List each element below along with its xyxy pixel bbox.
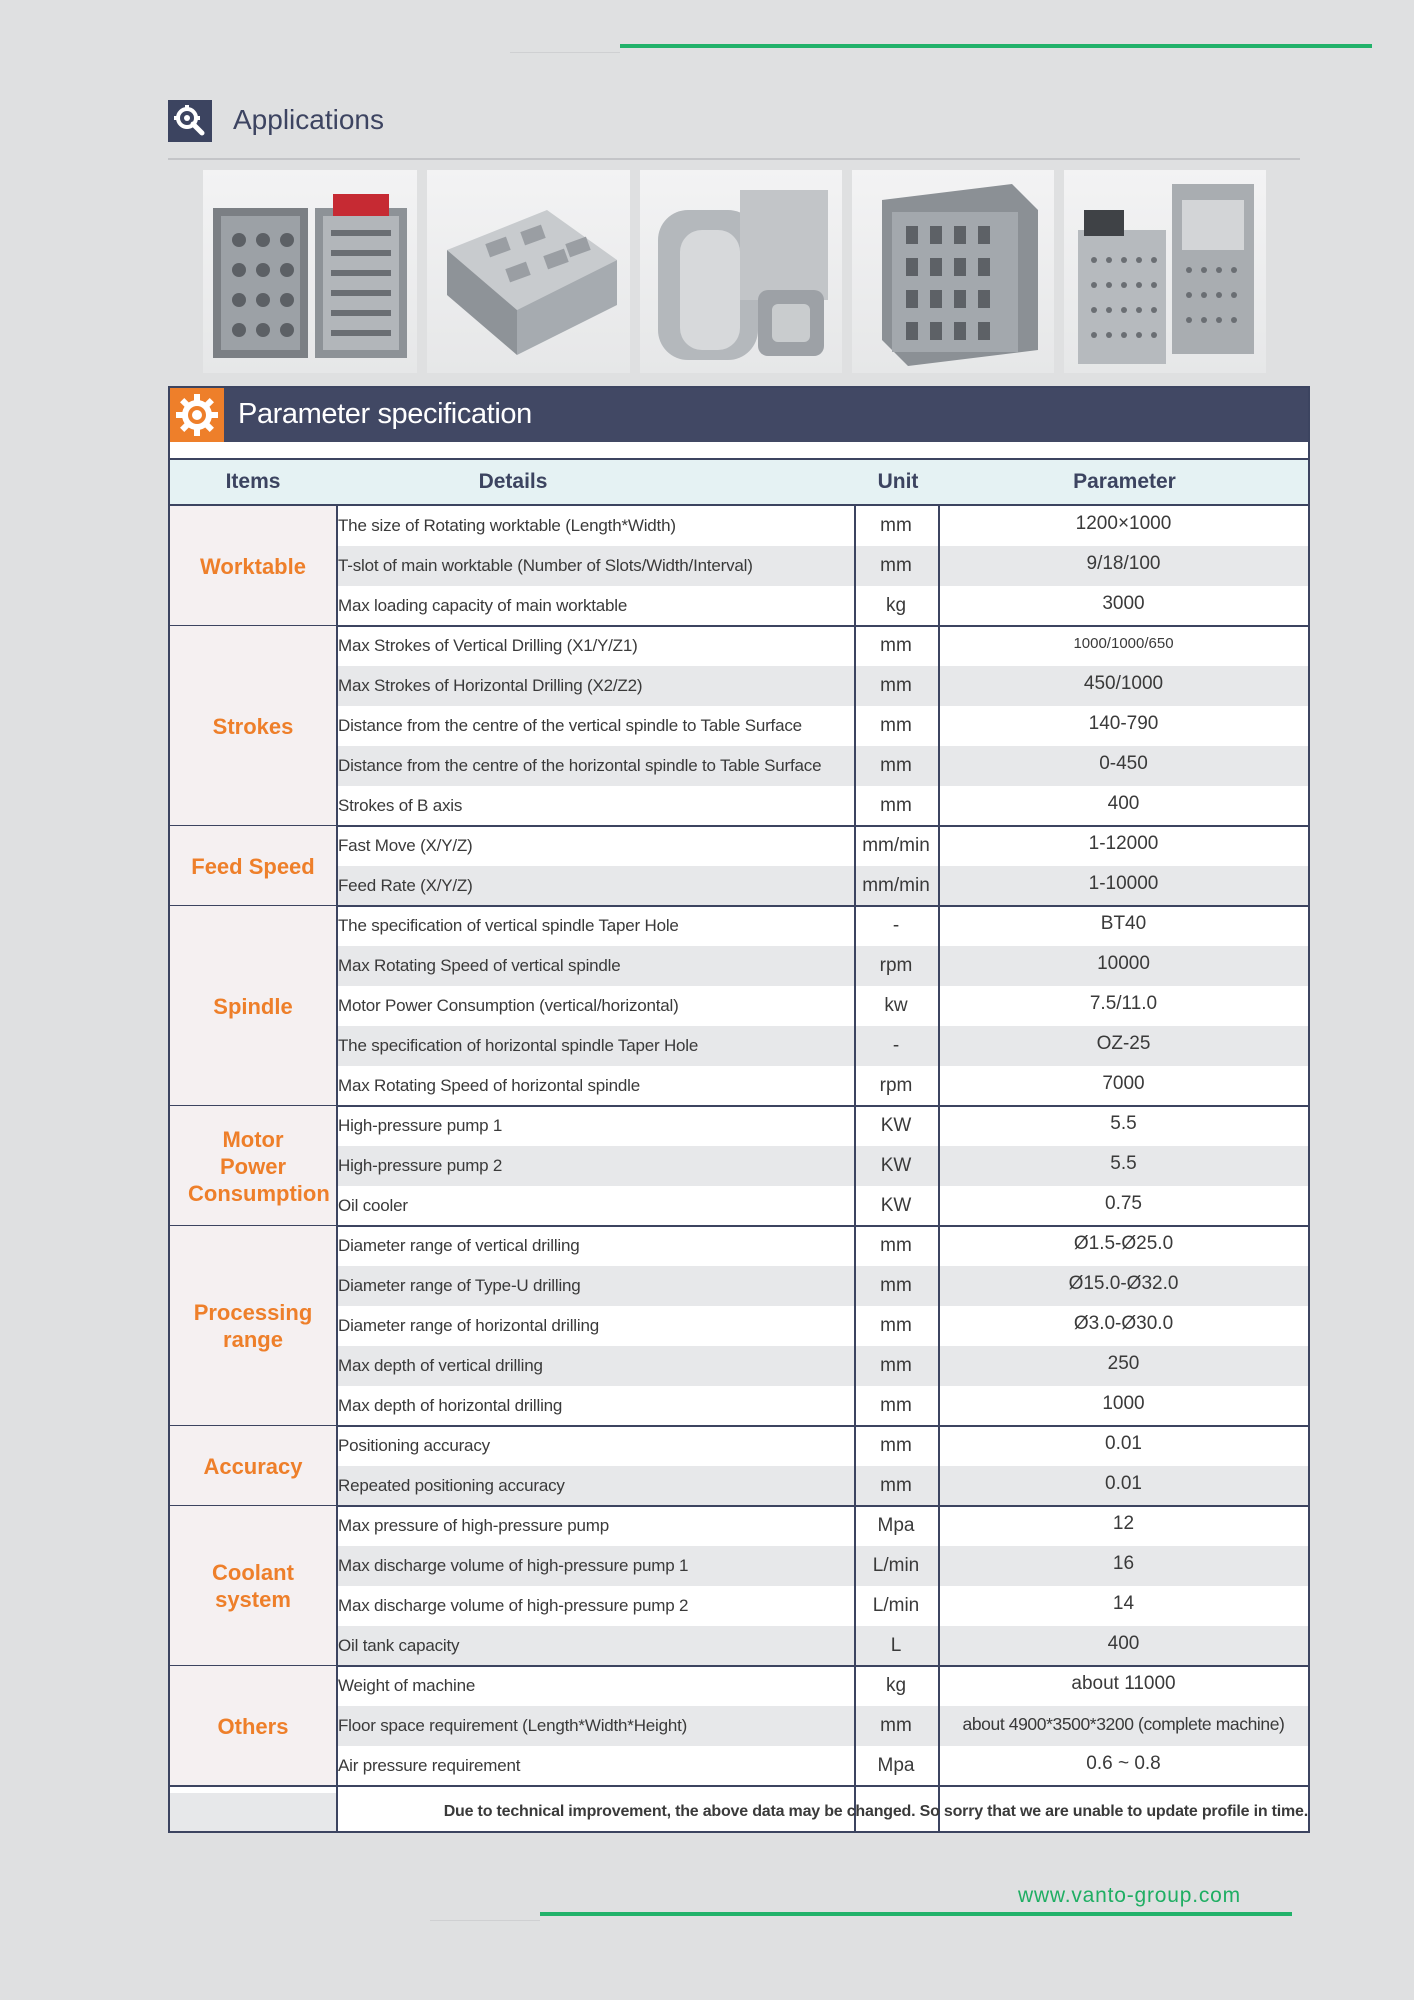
gear-icon bbox=[170, 388, 224, 442]
group-cell bbox=[170, 506, 336, 626]
parameter-cell: 400 bbox=[1107, 1633, 1140, 1654]
parameter-cell: 5.5 bbox=[1110, 1113, 1137, 1134]
unit-cell: kg bbox=[885, 1675, 907, 1696]
column-header-details: Details bbox=[478, 470, 548, 493]
bottom-divider-gray bbox=[430, 1920, 540, 1921]
parameter-cell: Ø3.0-Ø30.0 bbox=[1073, 1313, 1174, 1334]
parameter-header-bar bbox=[170, 388, 1308, 442]
unit-cell: mm bbox=[880, 635, 912, 656]
table-row bbox=[168, 1266, 1310, 1306]
parameter-cell: Ø1.5-Ø25.0 bbox=[1073, 1233, 1174, 1254]
detail-cell: Max discharge volume of high-pressure pump 1 bbox=[338, 1556, 689, 1575]
detail-cell: Max loading capacity of main worktable bbox=[338, 596, 628, 615]
unit-cell: mm bbox=[880, 1275, 912, 1296]
table-row bbox=[168, 866, 1310, 906]
unit-cell: Mpa bbox=[877, 1755, 915, 1776]
detail-cell: Floor space requirement (Length*Width*Height) bbox=[338, 1716, 688, 1735]
unit-cell: rpm bbox=[879, 1075, 913, 1096]
application-photo-4 bbox=[852, 170, 1054, 373]
parameter-cell: 3000 bbox=[1102, 593, 1145, 614]
detail-cell: Repeated positioning accuracy bbox=[338, 1476, 565, 1495]
table-row bbox=[168, 1586, 1310, 1626]
applications-title: Applications bbox=[233, 104, 384, 135]
detail-cell: The specification of horizontal spindle Taper Hole bbox=[338, 1036, 699, 1055]
column-divider bbox=[854, 506, 856, 1833]
parameter-cell: 7000 bbox=[1102, 1073, 1145, 1094]
table-row bbox=[168, 1506, 1310, 1546]
table-row bbox=[168, 1146, 1310, 1186]
application-photo-5 bbox=[1064, 170, 1266, 373]
parameter-cell: BT40 bbox=[1100, 913, 1147, 934]
application-photo-2 bbox=[427, 170, 630, 373]
group-cell bbox=[170, 1106, 336, 1226]
group-label: Spindle bbox=[213, 993, 293, 1019]
group-label: Processing range bbox=[193, 1300, 313, 1352]
table-row bbox=[168, 1706, 1310, 1746]
unit-cell: mm bbox=[880, 1395, 912, 1416]
table-row bbox=[168, 1306, 1310, 1346]
parameter-cell: 140-790 bbox=[1088, 713, 1159, 734]
table-row bbox=[168, 1386, 1310, 1426]
table-row bbox=[168, 1746, 1310, 1786]
detail-cell: Diameter range of horizontal drilling bbox=[338, 1316, 599, 1335]
detail-cell: Max pressure of high-pressure pump bbox=[338, 1516, 609, 1535]
table-row bbox=[168, 786, 1310, 826]
top-divider-gray bbox=[510, 52, 620, 53]
footnote-left-cell bbox=[170, 1793, 336, 1831]
unit-cell: kw bbox=[884, 995, 908, 1016]
footnote-text: Due to technical improvement, the above data may be changed. So sorry that we are unable to update profile in time. bbox=[443, 1803, 1308, 1820]
detail-cell: Max depth of vertical drilling bbox=[338, 1356, 543, 1375]
parameter-cell: 0-450 bbox=[1099, 753, 1148, 774]
unit-cell: mm bbox=[880, 1235, 912, 1256]
table-row bbox=[168, 1466, 1310, 1506]
parameter-cell: 1000 bbox=[1102, 1393, 1145, 1414]
table-row bbox=[168, 906, 1310, 946]
detail-cell: Positioning accuracy bbox=[338, 1436, 490, 1455]
unit-cell: mm bbox=[880, 1475, 912, 1496]
group-label: Strokes bbox=[212, 713, 294, 739]
detail-cell: Max Strokes of Horizontal Drilling (X2/Z2) bbox=[338, 676, 643, 695]
detail-cell: High-pressure pump 2 bbox=[338, 1156, 503, 1175]
group-cell bbox=[170, 1426, 336, 1506]
table-row bbox=[168, 1106, 1310, 1146]
detail-cell: Max depth of horizontal drilling bbox=[338, 1396, 563, 1415]
table-row bbox=[168, 1666, 1310, 1706]
detail-cell: High-pressure pump 1 bbox=[338, 1116, 503, 1135]
table-row bbox=[168, 1546, 1310, 1586]
table-row bbox=[168, 1426, 1310, 1466]
parameter-cell: 1-10000 bbox=[1088, 873, 1159, 894]
group-label: Others bbox=[217, 1713, 289, 1739]
parameter-cell: 16 bbox=[1112, 1553, 1135, 1574]
unit-cell: mm bbox=[880, 675, 912, 696]
table-row bbox=[168, 1026, 1310, 1066]
table-row bbox=[168, 1346, 1310, 1386]
group-cell bbox=[170, 1226, 336, 1426]
unit-cell: L/min bbox=[872, 1595, 920, 1616]
group-label: Worktable bbox=[200, 553, 306, 579]
parameter-cell: about 4900*3500*3200 (complete machine) bbox=[962, 1714, 1285, 1734]
unit-cell: mm bbox=[880, 1435, 912, 1456]
unit-cell: mm bbox=[880, 715, 912, 736]
detail-cell: Strokes of B axis bbox=[338, 796, 463, 815]
table-row bbox=[168, 1626, 1310, 1666]
parameter-cell: 0.01 bbox=[1105, 1473, 1142, 1494]
column-header-row bbox=[170, 458, 1308, 506]
group-label: Feed Speed bbox=[191, 853, 315, 879]
bottom-divider-green bbox=[540, 1912, 1292, 1916]
detail-cell: Diameter range of Type-U drilling bbox=[338, 1276, 581, 1295]
detail-cell: Weight of machine bbox=[338, 1676, 476, 1695]
group-cell bbox=[170, 906, 336, 1106]
unit-cell: L/min bbox=[872, 1555, 920, 1576]
parameter-cell: 7.5/11.0 bbox=[1089, 993, 1158, 1014]
table-row bbox=[168, 666, 1310, 706]
parameter-cell: about 11000 bbox=[1071, 1673, 1176, 1694]
detail-cell: Air pressure requirement bbox=[338, 1756, 521, 1775]
parameter-cell: 12 bbox=[1112, 1513, 1135, 1534]
table-row bbox=[168, 826, 1310, 866]
group-cell bbox=[170, 626, 336, 826]
unit-cell: mm/min bbox=[862, 835, 930, 856]
detail-cell: Distance from the centre of the vertical spindle to Table Surface bbox=[338, 716, 802, 735]
unit-cell: rpm bbox=[879, 955, 913, 976]
detail-cell: Max Strokes of Vertical Drilling (X1/Y/Z1) bbox=[338, 636, 638, 655]
parameter-cell: 1000/1000/650 bbox=[1073, 635, 1174, 652]
parameter-cell: Ø15.0-Ø32.0 bbox=[1068, 1273, 1179, 1294]
parameter-cell: 14 bbox=[1112, 1593, 1135, 1614]
detail-cell: Motor Power Consumption (vertical/horizontal) bbox=[338, 996, 679, 1015]
parameter-cell: 10000 bbox=[1097, 953, 1150, 974]
unit-cell: mm bbox=[880, 555, 912, 576]
table-row bbox=[168, 586, 1310, 626]
detail-cell: Max Rotating Speed of vertical spindle bbox=[338, 956, 621, 975]
group-label: Coolant system bbox=[212, 1560, 294, 1612]
detail-cell: Fast Move (X/Y/Z) bbox=[338, 836, 473, 855]
column-divider bbox=[938, 506, 940, 1833]
unit-cell: L bbox=[890, 1635, 902, 1656]
parameter-cell: 0.75 bbox=[1105, 1193, 1142, 1214]
parameter-cell: 0.6 ~ 0.8 bbox=[1086, 1753, 1161, 1774]
group-separator bbox=[168, 1785, 1310, 1787]
detail-cell: The specification of vertical spindle Taper Hole bbox=[338, 916, 679, 935]
parameter-cell: 250 bbox=[1107, 1353, 1140, 1374]
unit-cell: KW bbox=[880, 1195, 912, 1216]
column-divider bbox=[336, 506, 338, 1833]
table-row bbox=[168, 506, 1310, 546]
group-cell bbox=[170, 1666, 336, 1786]
applications-rule bbox=[168, 158, 1300, 160]
unit-cell: mm bbox=[880, 515, 912, 536]
parameter-title: Parameter specification bbox=[238, 398, 532, 430]
group-cell bbox=[170, 1506, 336, 1666]
detail-cell: Distance from the centre of the horizontal spindle to Table Surface bbox=[338, 756, 822, 775]
unit-cell: Mpa bbox=[877, 1515, 915, 1536]
unit-cell: mm/min bbox=[862, 875, 930, 896]
unit-cell: kg bbox=[885, 595, 907, 616]
table-row bbox=[168, 1186, 1310, 1226]
group-cell bbox=[170, 826, 336, 906]
table-row bbox=[168, 1066, 1310, 1106]
website-url: www.vanto-group.com bbox=[1018, 1884, 1241, 1907]
parameter-cell: 5.5 bbox=[1110, 1153, 1137, 1174]
unit-cell: - bbox=[892, 1035, 900, 1056]
top-divider-green bbox=[620, 44, 1372, 48]
application-photo-1 bbox=[203, 170, 417, 373]
detail-cell: Max Rotating Speed of horizontal spindle bbox=[338, 1076, 640, 1095]
column-header-parameter: Parameter bbox=[1073, 470, 1176, 493]
detail-cell: The size of Rotating worktable (Length*Width) bbox=[338, 516, 676, 535]
parameter-cell: 0.01 bbox=[1105, 1433, 1142, 1454]
detail-cell: T-slot of main worktable (Number of Slots/Width/Interval) bbox=[338, 556, 753, 575]
unit-cell: - bbox=[892, 915, 900, 936]
table-row bbox=[168, 746, 1310, 786]
group-label: Accuracy bbox=[203, 1453, 303, 1479]
parameter-cell: 1200×1000 bbox=[1075, 513, 1172, 534]
table-row bbox=[168, 626, 1310, 666]
parameter-cell: 9/18/100 bbox=[1086, 553, 1161, 574]
table-row bbox=[168, 986, 1310, 1026]
applications-icon bbox=[168, 100, 212, 142]
column-header-unit: Unit bbox=[877, 470, 919, 493]
column-header-items: Items bbox=[225, 470, 281, 493]
detail-cell: Oil tank capacity bbox=[338, 1636, 460, 1655]
unit-cell: mm bbox=[880, 795, 912, 816]
detail-cell: Diameter range of vertical drilling bbox=[338, 1236, 580, 1255]
parameter-cell: 450/1000 bbox=[1083, 673, 1164, 694]
parameter-cell: 400 bbox=[1107, 793, 1140, 814]
detail-cell: Max discharge volume of high-pressure pump 2 bbox=[338, 1596, 689, 1615]
unit-cell: KW bbox=[880, 1155, 912, 1176]
unit-cell: mm bbox=[880, 1315, 912, 1336]
unit-cell: KW bbox=[880, 1115, 912, 1136]
parameter-cell: OZ-25 bbox=[1096, 1033, 1151, 1054]
table-row bbox=[168, 546, 1310, 586]
unit-cell: mm bbox=[880, 755, 912, 776]
table-row bbox=[168, 946, 1310, 986]
group-label: Motor Power Consumption bbox=[188, 1126, 330, 1206]
detail-cell: Oil cooler bbox=[338, 1196, 408, 1215]
detail-cell: Feed Rate (X/Y/Z) bbox=[338, 876, 473, 895]
table-row bbox=[168, 1226, 1310, 1266]
unit-cell: mm bbox=[880, 1355, 912, 1376]
parameter-cell: 1-12000 bbox=[1088, 833, 1159, 854]
table-row bbox=[168, 706, 1310, 746]
application-photo-3 bbox=[640, 170, 842, 373]
unit-cell: mm bbox=[880, 1715, 912, 1736]
